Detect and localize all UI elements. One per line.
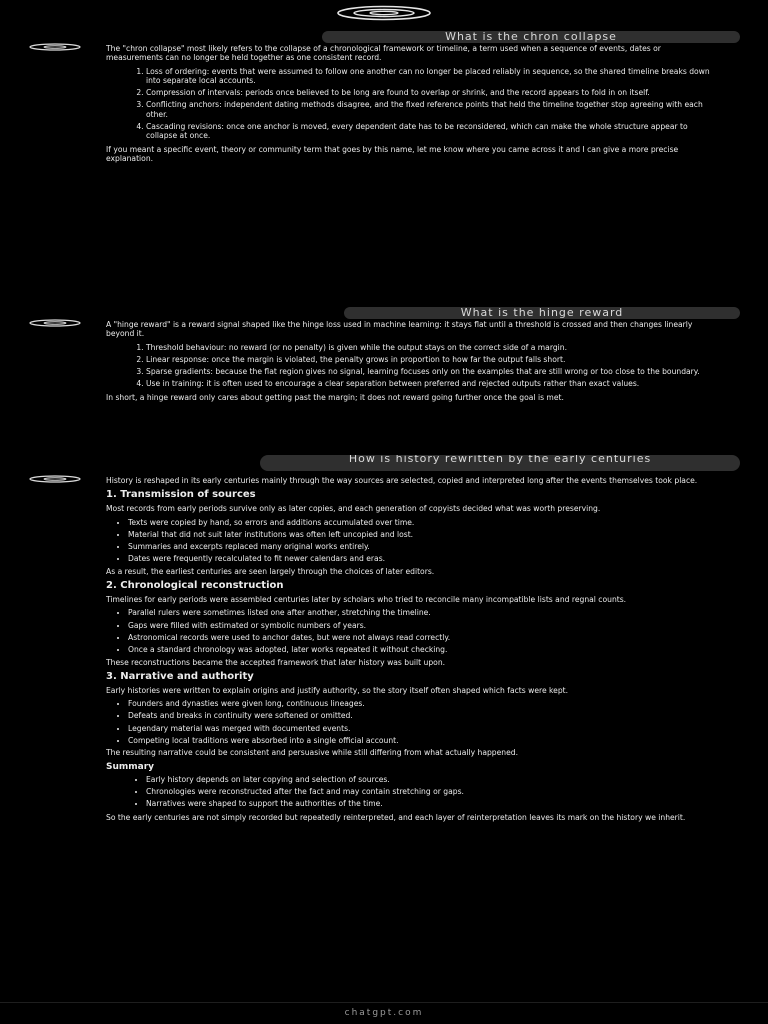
list-item: 3. Conflicting anchors: independent dating methods disagree, and the fixed reference points that held the timeline together stop agreeing with each other.	[146, 100, 716, 119]
summary-heading: Summary	[106, 761, 155, 772]
section-heading: 2. Chronological reconstruction	[106, 580, 284, 592]
list-item: • Dates were frequently recalculated to fit newer calendars and eras.	[128, 554, 716, 563]
list-item: • Legendary material was merged with documented events.	[128, 724, 716, 733]
chatgpt-logo-icon	[336, 5, 432, 21]
assistant-message	[106, 476, 716, 996]
section-text: Early histories were written to explain origins and justify authority, so the story itself often shaped which facts were kept.	[106, 685, 569, 695]
list-item: 2. Compression of intervals: periods once believed to be long are found to overlap or shrink, and the record appears to fold in on itself.	[146, 88, 716, 97]
answer-intro: History is reshaped in its early centuries mainly through the way sources are selected, copied and interpreted long after the events themselves took place.	[106, 476, 698, 485]
list-item: • Once a standard chronology was adopted, later works repeated it without checking.	[128, 645, 716, 654]
list-item: • Founders and dynasties were given long, continuous lineages.	[128, 699, 716, 708]
list-item: • Texts were copied by hand, so errors and additions accumulated over time.	[128, 518, 716, 527]
assistant-message	[106, 44, 716, 306]
answer-list	[106, 343, 716, 389]
list-item: • Astronomical records were used to anchor dates, but were not always read correctly.	[128, 633, 716, 642]
answer-list	[106, 67, 716, 141]
section-heading: 1. Transmission of sources	[106, 489, 256, 501]
section-after: As a result, the earliest centuries are seen largely through the choices of later editors.	[106, 566, 435, 576]
section-bullets	[106, 518, 716, 564]
section-bullets	[106, 699, 716, 745]
list-item: 1. Loss of ordering: events that were assumed to follow one another can no longer be placed reliably in sequence, so the shared timeline breaks down into separate local accounts.	[146, 67, 716, 86]
section-after: These reconstructions became the accepted framework that later history was built upon.	[106, 657, 446, 667]
footer-link[interactable]: chatgpt.com	[344, 1008, 424, 1018]
assistant-avatar-icon	[28, 475, 82, 483]
list-item: 2. Linear response: once the margin is violated, the penalty grows in proportion to how far the output falls short.	[146, 355, 716, 364]
section-bullets	[106, 608, 716, 654]
assistant-avatar-icon	[28, 43, 82, 51]
answer-closing: So the early centuries are not simply recorded but repeatedly reinterpreted, and each layer of reinterpretation leaves its mark on the history we inherit.	[106, 812, 686, 822]
section-after: The resulting narrative could be consistent and persuasive while still differing from what actually happened.	[106, 748, 519, 758]
user-message-bubble: How is history rewritten by the early centuries	[260, 455, 740, 471]
footer-divider	[0, 1002, 768, 1003]
list-item: • Chronologies were reconstructed after the fact and may contain stretching or gaps.	[146, 787, 716, 796]
list-item: 3. Sparse gradients: because the flat region gives no signal, learning focuses only on the examples that are still wrong or too close to the boundary.	[146, 367, 716, 376]
answer-closing: In short, a hinge reward only cares about getting past the margin; it does not reward going further once the goal is met.	[106, 392, 564, 402]
section-heading: 3. Narrative and authority	[106, 670, 254, 682]
list-item: 4. Use in training: it is often used to encourage a clear separation between preferred and rejected outputs rather than exact values.	[146, 379, 716, 388]
user-message-bubble: What is the chron collapse	[322, 31, 740, 43]
answer-closing: If you meant a specific event, theory or community term that goes by this name, let me know where you came across it and I can give a more precise explanation.	[106, 144, 679, 163]
answer-intro: A "hinge reward" is a reward signal shaped like the hinge loss used in machine learning: it stays flat until a threshold is crossed and then changes linearly beyond it.	[106, 320, 693, 339]
answer-intro: The "chron collapse" most likely refers to the collapse of a chronological framework or timeline, a term used when a sequence of events, dates or measurements can no longer be held together as one consistent record.	[106, 44, 661, 63]
section-text: Most records from early periods survive only as later copies, and each generation of copyists decided what was worth preserving.	[106, 504, 601, 514]
list-item: • Parallel rulers were sometimes listed one after another, stretching the timeline.	[128, 608, 716, 617]
assistant-avatar-icon	[28, 319, 82, 327]
list-item: 1. Threshold behaviour: no reward (or no penalty) is given while the output stays on the correct side of a margin.	[146, 343, 716, 352]
list-item: • Summaries and excerpts replaced many original works entirely.	[128, 542, 716, 551]
list-item: • Narratives were shaped to support the authorities of the time.	[146, 799, 716, 808]
summary-bullets	[106, 775, 716, 809]
list-item: • Defeats and breaks in continuity were softened or omitted.	[128, 711, 716, 720]
list-item: • Competing local traditions were absorbed into a single official account.	[128, 736, 716, 745]
list-item: • Early history depends on later copying and selection of sources.	[146, 775, 716, 784]
user-message-bubble: What is the hinge reward	[344, 307, 740, 319]
assistant-message	[106, 320, 716, 452]
list-item: 4. Cascading revisions: once one anchor is moved, every dependent date has to be reconsidered, which can make the whole structure appear to collapse at once.	[146, 122, 716, 141]
list-item: • Gaps were filled with estimated or symbolic numbers of years.	[128, 621, 716, 630]
section-text: Timelines for early periods were assembled centuries later by scholars who tried to reconcile many incompatible lists and regnal counts.	[106, 595, 627, 605]
list-item: • Material that did not suit later institutions was often left uncopied and lost.	[128, 530, 716, 539]
